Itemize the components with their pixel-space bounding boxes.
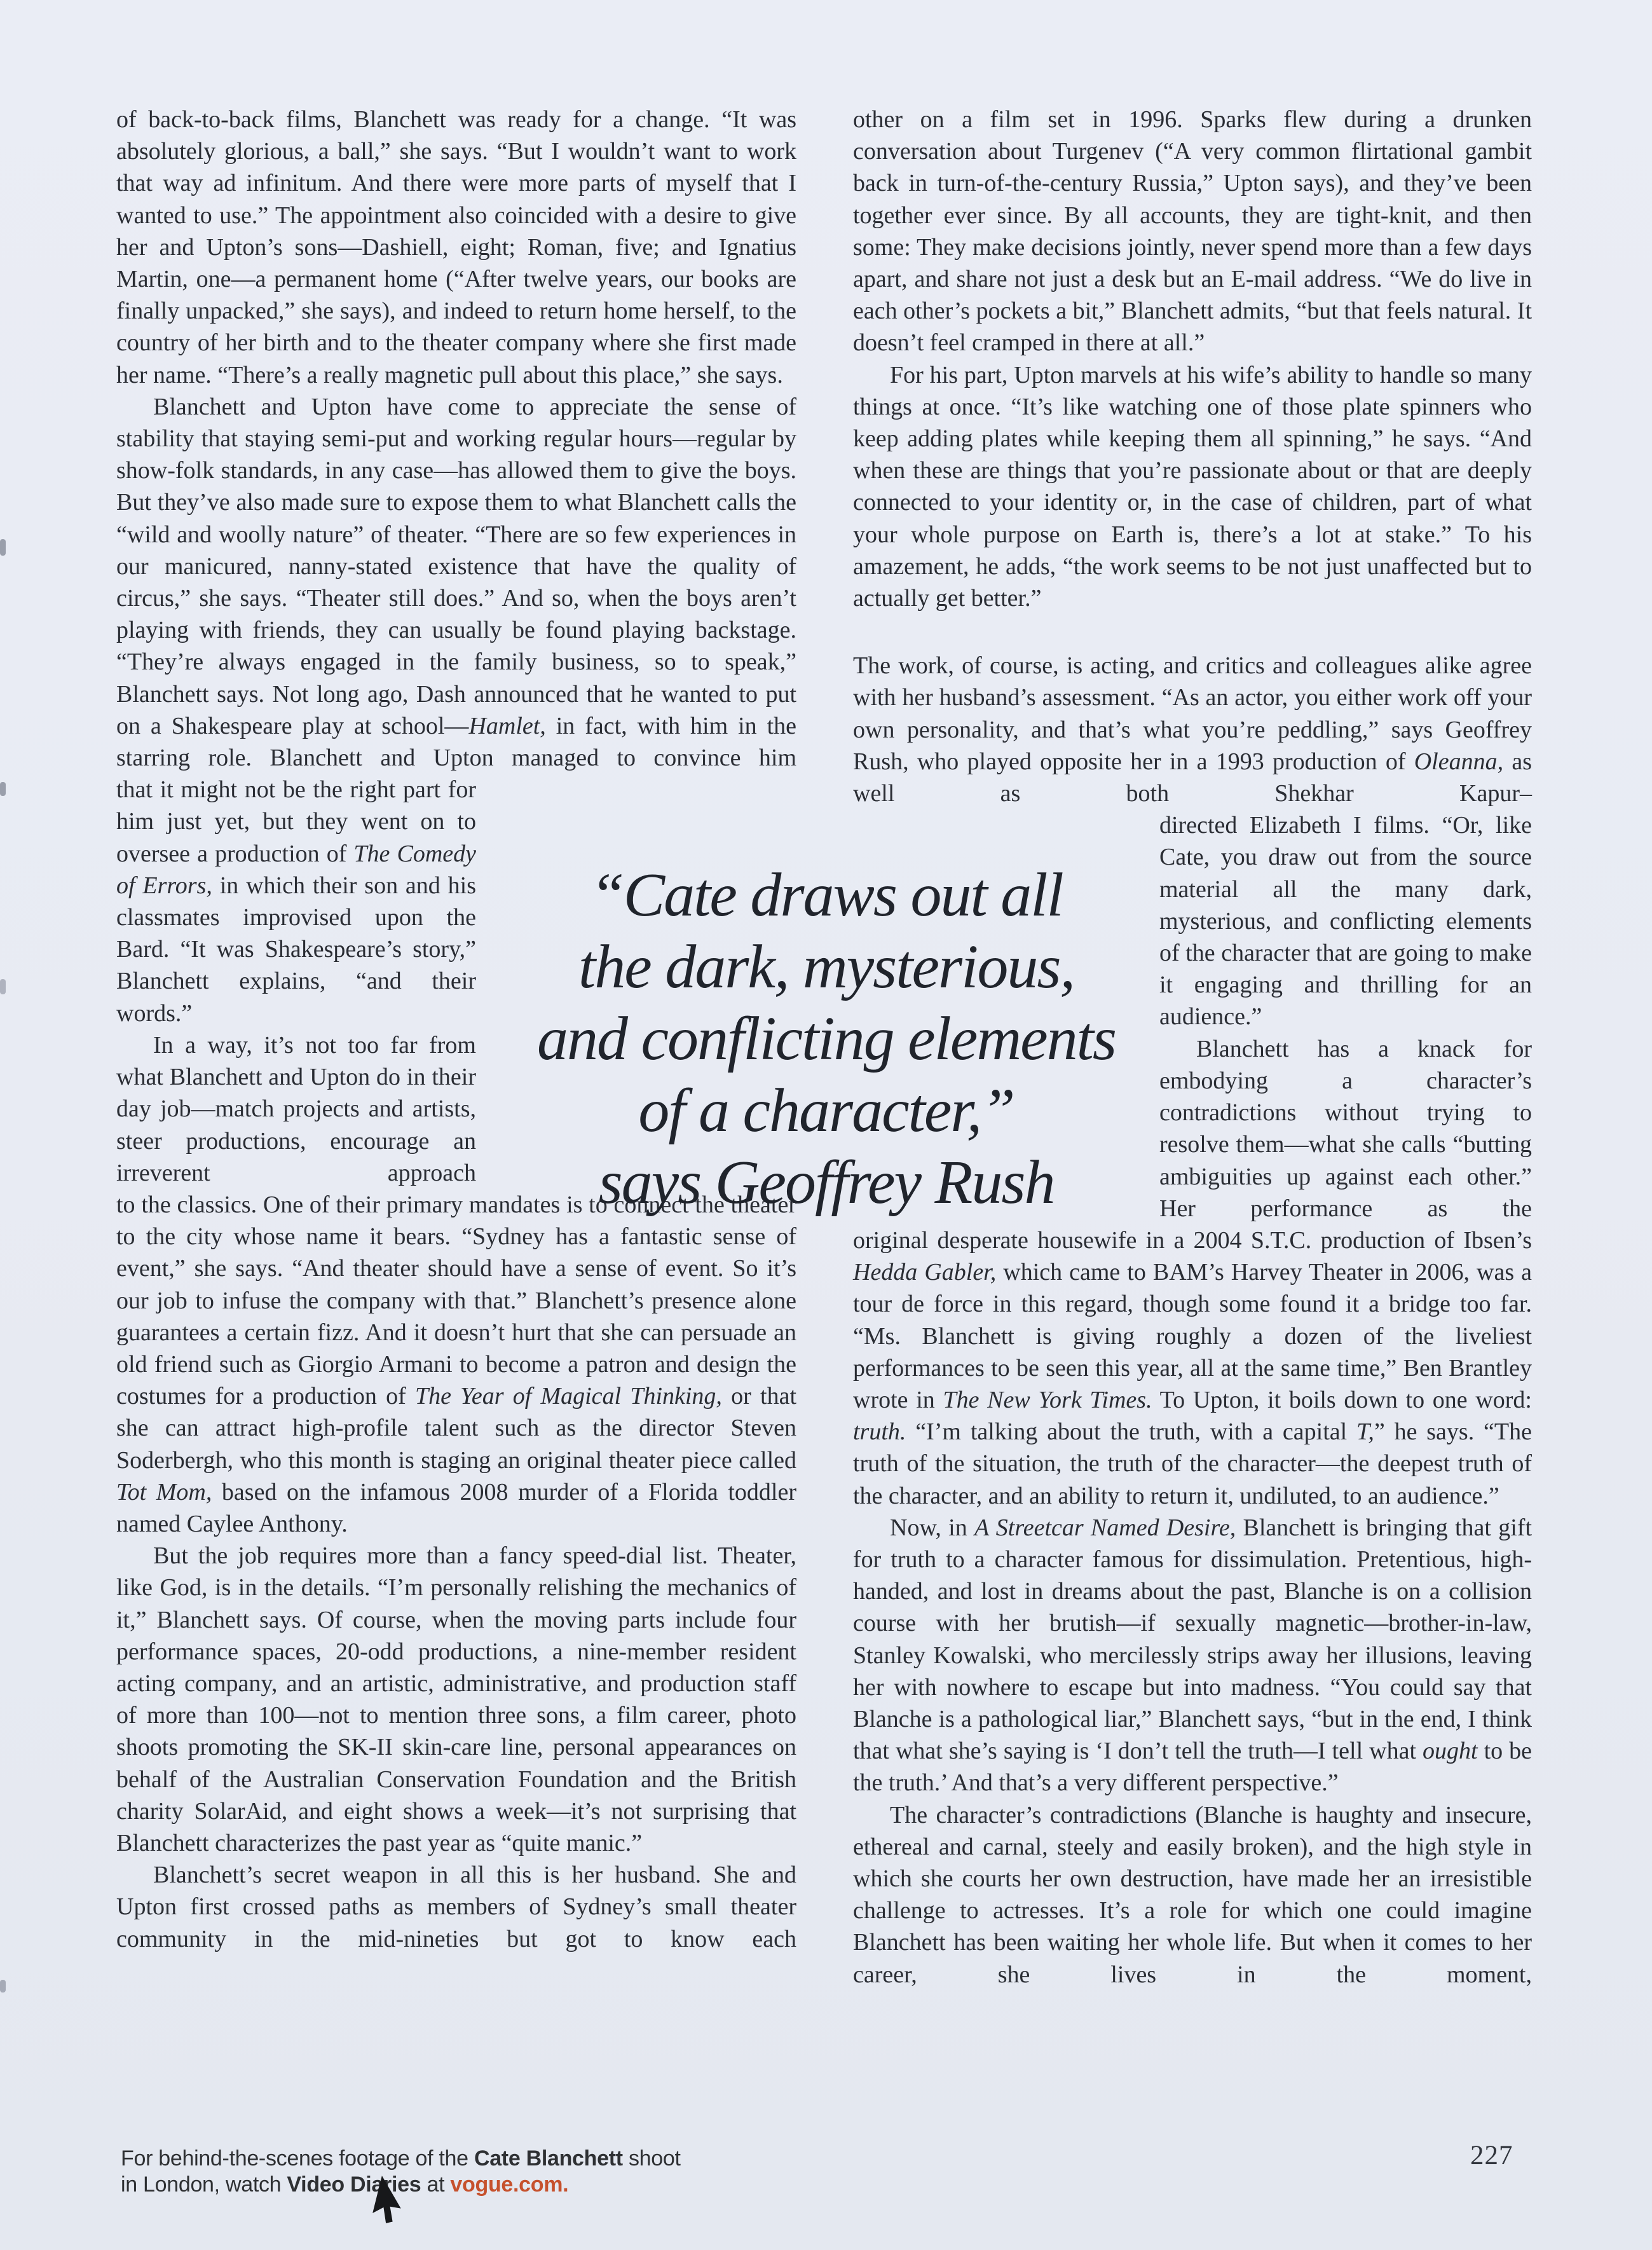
text-run: Tot Mom,	[116, 1478, 212, 1506]
paragraph	[853, 104, 1532, 359]
text-run: The character’s contradictions (Blanche is haughty and insecure, ethereal and carnal, steely and easily broken), and the high style in which she courts her own destruction, have made her an irresistible challenge to actresses. It’s a role for which one could imagine Blanchett has been waiting her whole life. But when it comes to her career, she lives in the moment,	[853, 1801, 1532, 1988]
text-run: Oleanna,	[1414, 748, 1504, 775]
paragraph	[853, 359, 1532, 615]
text-run: Now, in	[890, 1514, 974, 1541]
text-run: T,	[1356, 1418, 1374, 1446]
text-run: Blanchett and Upton have come to appreciate the sense of stability that staying semi-put and working regular hours—regular by show-folk standards, in any case—has allowed them to give the boys. But they’ve also made sure to expose them to what Blanchett calls the “wild and woolly nature” of theater. “There are so few experiences in our manicured, nanny-stated existence that have the quality of circus,” she says. “Theater still does.” And so, when the boys aren’t playing with friends, they can usually be found playing backstage. “They’re always engaged in the family business, so to speak,” Blanchett says. Not long ago, Dash announced that he wanted to put on a Shakespeare play at school—	[116, 393, 796, 739]
paragraph	[853, 1512, 1532, 1799]
text-run: ” he says. “The truth of the situation, the truth of the character—the deepest truth of the character, and an ability to return it, undiluted, to an audience.”	[853, 1418, 1532, 1509]
text-run: truth.	[853, 1418, 906, 1446]
pull-quote-line: and conflicting elements	[537, 1005, 1116, 1073]
paragraph	[853, 650, 1532, 809]
text-run: based on the infamous 2008 murder of a Florida toddler named Caylee Anthony.	[116, 1478, 796, 1537]
text-run: For his part, Upton marvels at his wife’s ability to handle so many things at once. “It’s like watching one of those plate spinners who keep adding plates while keeping them all spinning,” he says. “And when these are things that you’re passionate about or that are deeply connected to your identity or, in the case of children, part of what your whole purpose on Earth is, there’s a lot at stake.” To his amazement, he adds, “the work seems to be not just unaffected but to actually get better.”	[853, 361, 1532, 612]
text-run: For behind-the-scenes footage of the	[121, 2146, 474, 2171]
text-run: to be the truth.’ And that’s a very different perspective.”	[853, 1738, 1532, 1797]
text-run: Cate Blanchett	[474, 2146, 623, 2171]
paragraph	[116, 1189, 796, 1540]
text-run: The New York Times.	[943, 1386, 1152, 1413]
scan-artifact	[0, 539, 6, 556]
pull-quote-line: the dark, mysterious,	[578, 933, 1074, 1001]
text-run: as well as both Shekhar Kapur–	[853, 748, 1532, 807]
paragraph	[116, 774, 476, 1029]
paragraph	[1159, 1033, 1532, 1224]
text-run: The Year of Magical Thinking,	[414, 1383, 722, 1410]
text-run: Hedda Gabler,	[853, 1259, 997, 1286]
text-run: ought	[1423, 1738, 1478, 1765]
paragraph	[116, 1029, 476, 1189]
text-run: in fact, with him in the starring role. Blanchett and Upton managed to convince him	[116, 712, 796, 772]
text-run: other on a film set in 1996. Sparks flew during a drunken conversation about Turgenev (“A very common flirtational gambit back in turn-of-the-century Russia,” Upton says), and they’ve been together ever since. By all accounts, they are tight-knit, and then some: They make decisions jointly, never spend more than a few days apart, and share not just a desk but an E-mail address. “We do live in each other’s pockets a bit,” Blanchett admits, “but that feels natural. It doesn’t feel cramped in there at all.”	[853, 106, 1532, 357]
text-run: Blanchett is bringing that gift for truth to a character famous for dissimulation. Pretentious, high-handed, and lost in dreams about the past, Blanche is on a collision course with her brutish—if sexually magnetic—brother-in-law, Stanley Kowalski, who mercilessly strips away her illusions, leaving her with nowhere to escape but into madness. “You could say that Blanche is a pathological liar,” Blanchett says, “but in the end, I think that what she’s saying is ‘I don’t tell the truth—I tell what	[853, 1514, 1532, 1765]
paragraph	[116, 1859, 796, 1955]
text-run: original desperate housewife in a 2004 S.T.C. production of Ibsen’s	[853, 1226, 1532, 1254]
scan-artifact	[0, 979, 6, 994]
text-run: But the job requires more than a fancy speed-dial list. Theater, like God, is in the details. “I’m personally relishing the mechanics of it,” Blanchett says. Of course, when the moving parts include four performance spaces, 20-odd productions, a nine-member resident acting company, and an artistic, administrative, and production staff of more than 100—not to mention three sons, a film career, photo shoots promoting the SK-II skin-care line, personal appearances on behalf of the Australian Conservation Foundation and the British charity SolarAid, and eight shows a week—it’s not surprising that Blanchett characterizes the past year as “quite manic.”	[116, 1542, 796, 1856]
paragraph	[116, 104, 796, 391]
paragraph	[853, 1224, 1532, 1512]
scan-artifact	[0, 1980, 6, 1993]
text-run: Hamlet,	[468, 712, 546, 739]
text-run: to the classics. One of their primary mandates is to connect the theater to the city whose name it bears. “Sydney has a fantastic sense of event,” she says. “And theater should have a sense of event. So it’s our job to infuse the company with that.” Blanchett’s presence alone guarantees a certain fizz. And it doesn’t hurt that she can persuade an old friend such as Giorgio Armani to become a patron and design the costumes for a production of	[116, 1191, 796, 1410]
text-run: shoot	[622, 2146, 681, 2171]
text-run: A Streetcar Named Desire,	[974, 1514, 1236, 1541]
paragraph	[116, 391, 796, 774]
text-run: Blanchett’s secret weapon in all this is her husband. She and Upton first crossed paths as members of Sydney’s small theater community in the mid-nineties but got to know each	[116, 1862, 796, 1952]
text-run: The work, of course, is acting, and critics and colleagues alike agree with her husband’s assessment. “As an actor, you either work off your own personality, and that’s what you’re peddling,” says Geoffrey Rush, who played opposite her in a 1993 production of	[853, 652, 1532, 775]
text-run: “I’m talking about the truth, with a capital	[906, 1418, 1357, 1446]
pull-quote	[451, 860, 1201, 1219]
paragraph	[1159, 809, 1532, 1032]
text-run: in London, watch	[121, 2172, 287, 2197]
text-run: In a way, it’s not too far from what Blanchett and Upton do in their day job—match projects and artists, steer productions, encourage an irreverent approach	[116, 1031, 476, 1186]
text-run: in which their son and his classmates improvised upon the Bard. “It was Shakespeare’s story,” Blanchett explains, “and their words.”	[116, 872, 476, 1027]
paragraph	[116, 1540, 796, 1859]
text-run: The Comedy of Errors,	[116, 840, 476, 899]
scan-artifact	[0, 782, 6, 796]
text-run: at	[421, 2172, 451, 2197]
page-number: 227	[1470, 2141, 1513, 2171]
text-run: Video Diaries	[287, 2172, 421, 2197]
pull-quote-line: “Cate draws out all	[590, 861, 1063, 929]
text-run: which came to BAM’s Harvey Theater in 2006, was a tour de force in this regard, though some found it a bridge too far. “Ms. Blanchett is giving roughly a dozen of the liveliest performances to be seen this year, all at the same time,” Ben Brantley wrote in	[853, 1259, 1532, 1413]
pull-quote-line: of a character,”	[638, 1076, 1014, 1145]
text-run: To Upton, it boils down to one word:	[1152, 1386, 1532, 1413]
text-run: of back-to-back films, Blanchett was ready for a change. “It was absolutely glorious, a ball,” she says. “But I wouldn’t want to work that way ad infinitum. And there were more parts of myself that I wanted to use.” The appointment also coincided with a desire to give her and Upton’s sons—Dashiell, eight; Roman, five; and Ignatius Martin, one—a permanent home (“After twelve years, our books are finally unpacked,” she says), and indeed to return home herself, to the country of her birth and to the theater company where she first made her name. “There’s a really magnetic pull about this place,” she says.	[116, 106, 796, 388]
pull-quote-line: says Geoffrey Rush	[598, 1148, 1055, 1217]
footer-line-1	[121, 2146, 681, 2172]
text-run: directed Elizabeth I films. “Or, like Cate, you draw out from the source material all the many dark, mysterious, and conflicting elements of the character that are going to make it engaging and thrilling for an audience.”	[1159, 812, 1532, 1031]
text-run: or that she can attract high-profile talent such as the director Steven Soderbergh, who this month is staging an original theater piece called	[116, 1383, 797, 1474]
vogue-com-link[interactable]: vogue.com.	[450, 2172, 569, 2197]
text-run: that it might not be the right part for him just yet, but they went on to oversee a production of	[116, 776, 476, 867]
paragraph	[853, 1799, 1532, 1991]
text-run: Blanchett has a knack for embodying a character’s contradictions without trying to resolve them—what she calls “butting ambiguities up against each other.” Her performance as the	[1159, 1035, 1532, 1222]
